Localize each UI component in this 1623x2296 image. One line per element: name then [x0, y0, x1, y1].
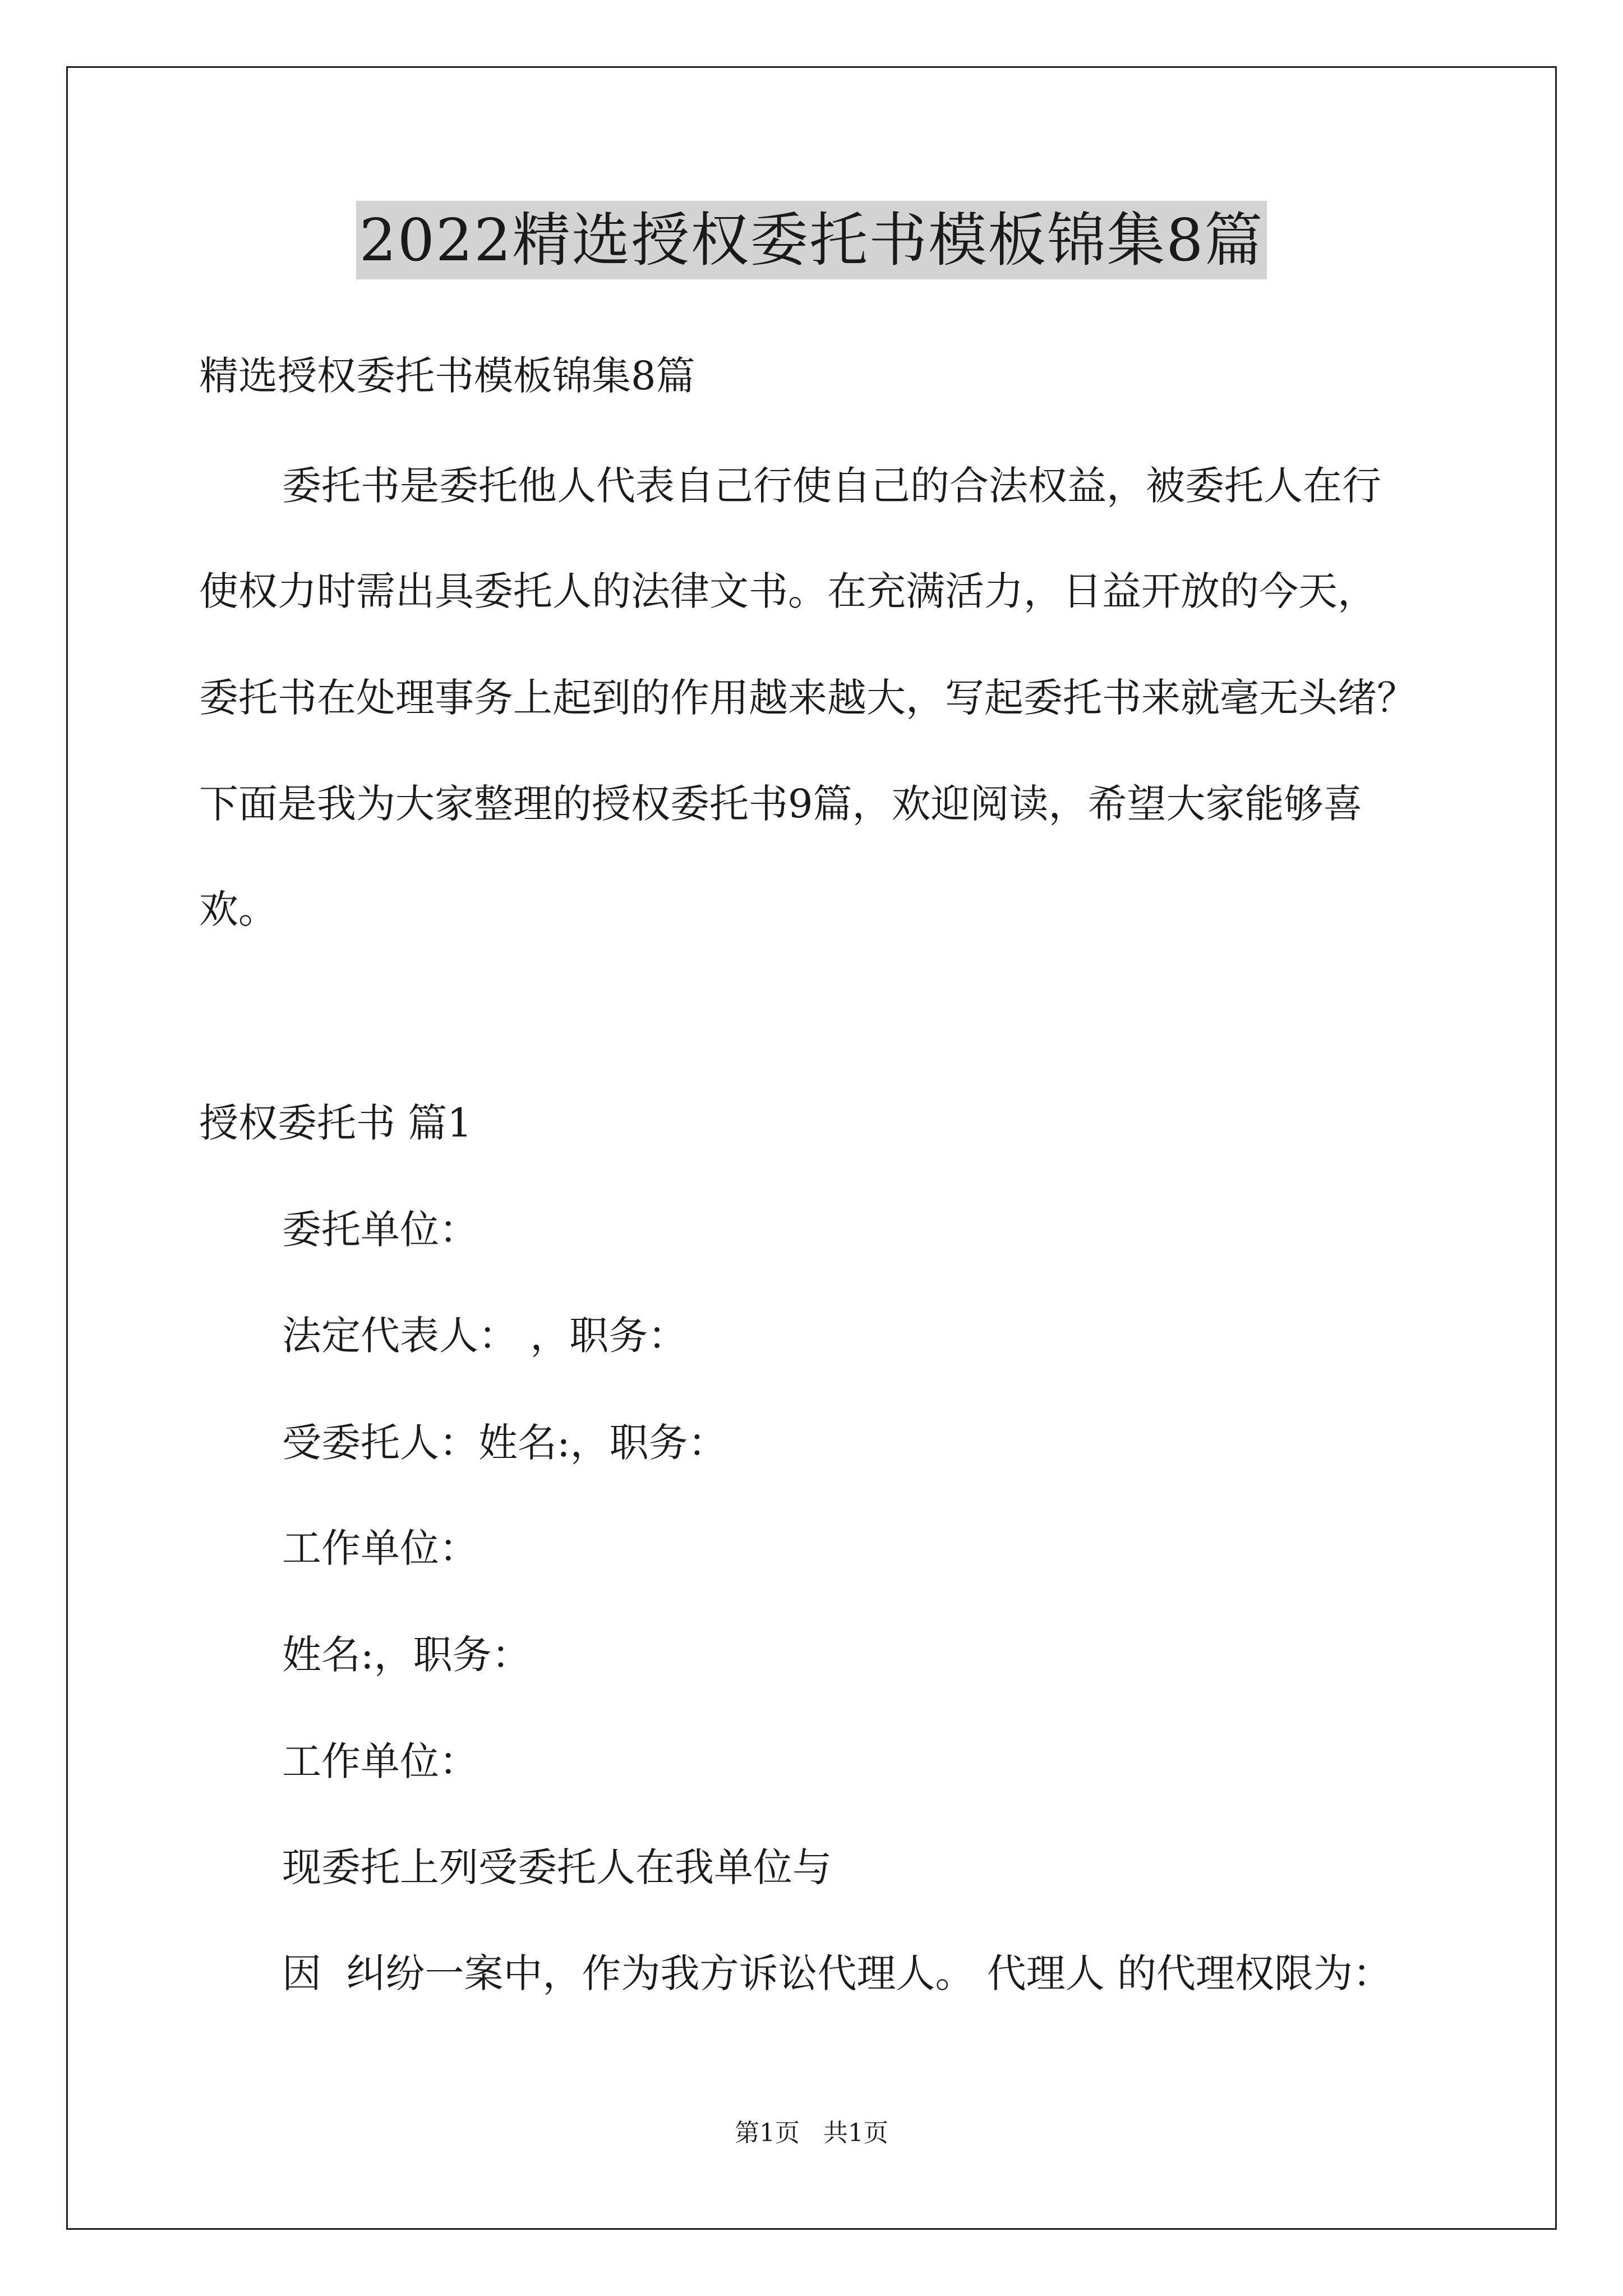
- field-legal-representative: 法定代表人： ，职务：: [282, 1313, 688, 1359]
- intro-line-1: 委托书是委托他人代表自己行使自己的合法权益，被委托人在行: [282, 463, 1381, 509]
- section-heading: 授权委托书 篇1: [199, 1100, 472, 1146]
- document-title: 2022精选授权委托书模板锦集8篇: [356, 201, 1267, 279]
- field-entrustment-statement: 现委托上列受委托人在我单位与: [282, 1844, 832, 1890]
- field-work-unit-1: 工作单位：: [282, 1525, 478, 1571]
- intro-line-4: 下面是我为大家整理的授权委托书9篇，欢迎阅读，希望大家能够喜: [199, 781, 1363, 827]
- document-subtitle: 精选授权委托书模板锦集8篇: [199, 353, 695, 399]
- field-entrusting-unit: 委托单位：: [282, 1207, 478, 1253]
- intro-line-2: 使权力时需出具委托人的法律文书。在充满活力，日益开放的今天，: [199, 568, 1377, 614]
- intro-line-5: 欢。: [199, 886, 278, 932]
- field-name-position: 姓名:，职务：: [282, 1632, 531, 1678]
- field-agency-scope: 因 纠纷一案中，作为我方诉讼代理人。 代理人 的代理权限为：: [282, 1950, 1393, 1996]
- title-container: [0, 201, 1623, 279]
- intro-line-3: 委托书在处理事务上起到的作用越来越大，写起委托书来就毫无头绪？: [199, 675, 1416, 721]
- field-work-unit-2: 工作单位：: [282, 1738, 478, 1784]
- page-footer: 第1页 共1页: [735, 2119, 888, 2147]
- field-trustee: 受委托人：姓名:，职务：: [282, 1420, 727, 1466]
